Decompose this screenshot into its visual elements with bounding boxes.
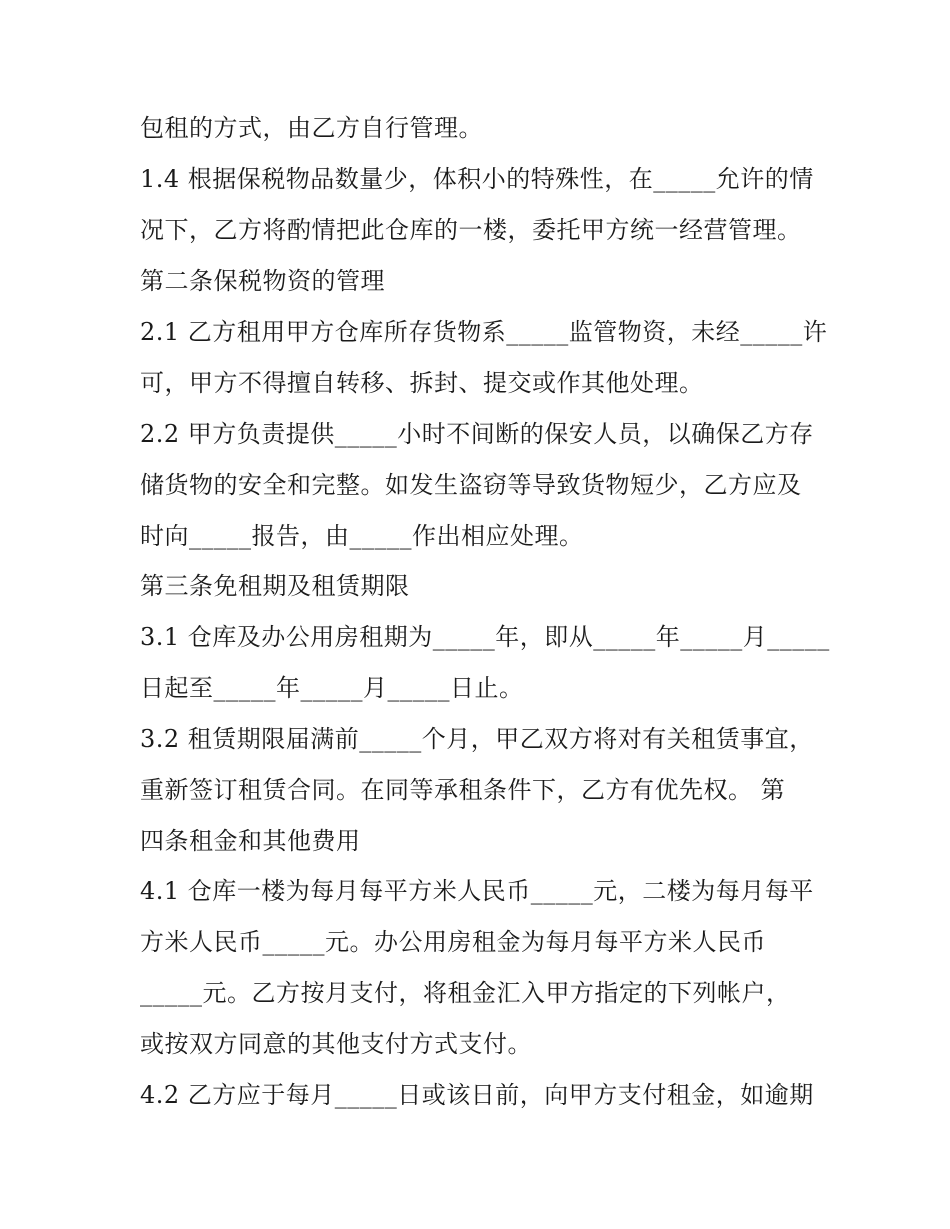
text-line: 或按双方同意的其他支付方式支付。 xyxy=(140,1030,532,1058)
text-line: 况下，乙方将酌情把此仓库的一楼，委托甲方统一经营管理。 xyxy=(140,216,802,244)
text-line: 2.2 甲方负责提供_____小时不间断的保安人员，以确保乙方存 xyxy=(140,420,814,448)
section-heading: 第三条免租期及租赁期限 xyxy=(140,572,410,600)
text-line: 包租的方式，由乙方自行管理。 xyxy=(140,114,483,142)
text-line: 储货物的安全和完整。如发生盗窃等导致货物短少，乙方应及 xyxy=(140,471,802,499)
text-line: 日起至_____年_____月_____日止。 xyxy=(140,674,524,702)
text-line: _____元。乙方按月支付，将租金汇入甲方指定的下列帐户， xyxy=(140,979,791,1007)
section-heading: 四条租金和其他费用 xyxy=(140,827,361,855)
text-line: 2.1 乙方租用甲方仓库所存货物系_____监管物资，未经_____许 xyxy=(140,318,828,346)
text-line: 方米人民币_____元。办公用房租金为每月每平方米人民币 xyxy=(140,928,766,956)
text-line: 3.1 仓库及办公用房租期为_____年，即从_____年_____月_____ xyxy=(140,623,830,651)
text-line: 重新签订租赁合同。在同等承租条件下，乙方有优先权。 第 xyxy=(140,776,786,804)
text-line: 可，甲方不得擅自转移、拆封、提交或作其他处理。 xyxy=(140,369,704,397)
section-heading: 第二条保税物资的管理 xyxy=(140,267,385,295)
text-line: 4.2 乙方应于每月_____日或该日前，向甲方支付租金，如逾期 xyxy=(140,1081,814,1109)
text-line: 3.2 租赁期限届满前_____个月，甲乙双方将对有关租赁事宜， xyxy=(140,725,814,753)
text-line: 时向_____报告，由_____作出相应处理。 xyxy=(140,522,584,550)
text-line: 4.1 仓库一楼为每月每平方米人民币_____元，二楼为每月每平 xyxy=(140,877,814,905)
text-line: 1.4 根据保税物品数量少，体积小的特殊性，在_____允许的情 xyxy=(140,165,814,193)
